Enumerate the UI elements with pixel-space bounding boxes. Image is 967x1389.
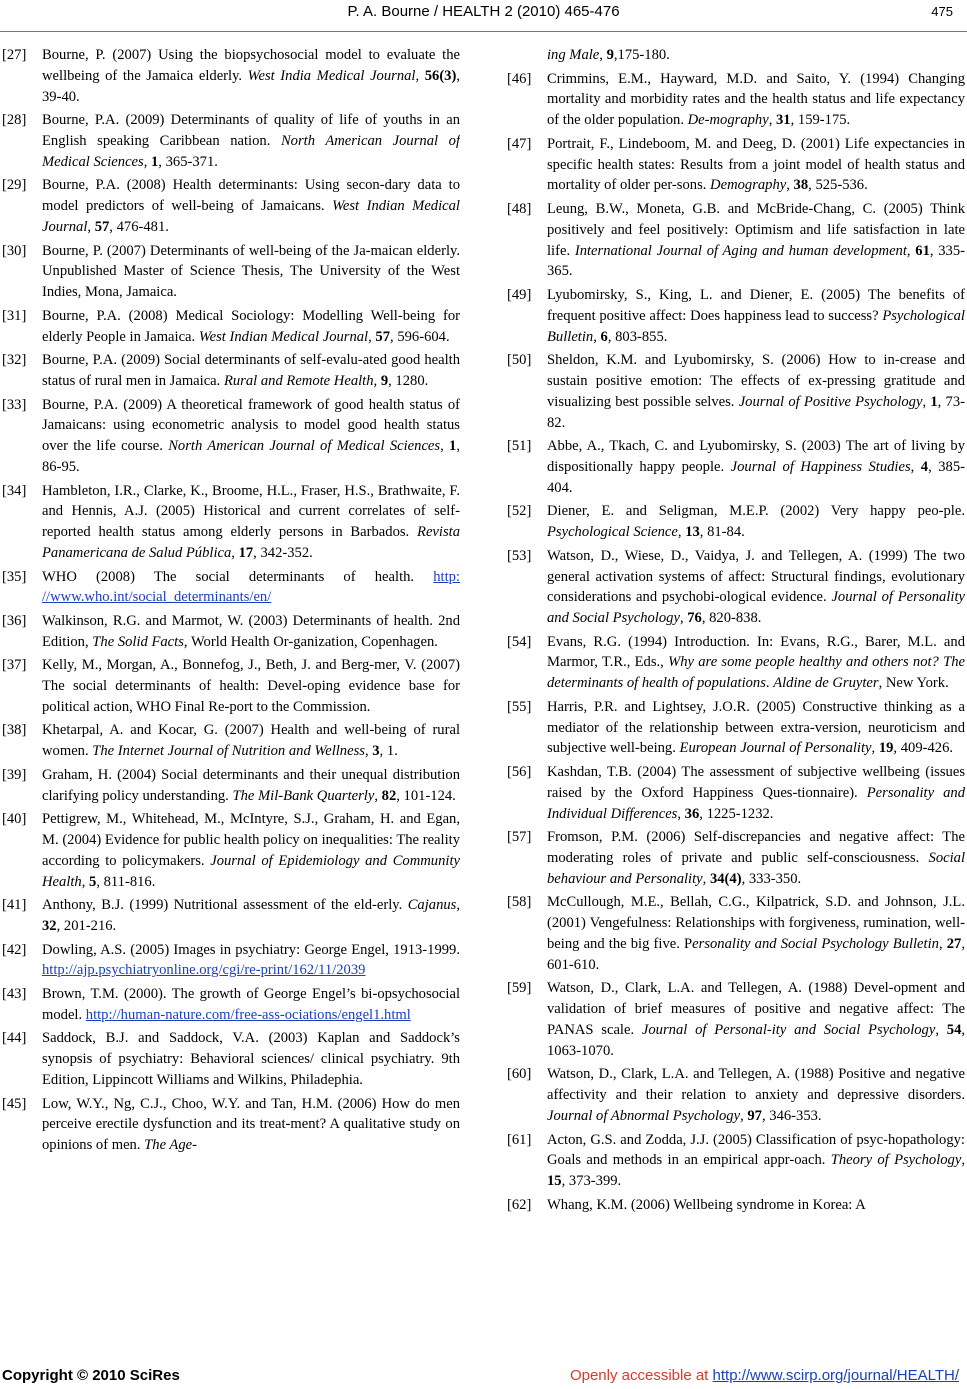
reference-entry bbox=[507, 546, 965, 629]
reference-entry bbox=[507, 285, 965, 347]
reference-text: Abbe, A., Tkach, C. and Lyubomirsky, S. (2003) The art of living by dispositionally happy people. bbox=[547, 438, 965, 475]
reference-text: , bbox=[87, 218, 95, 235]
reference-entry bbox=[507, 827, 965, 889]
reference-journal-title: Social behaviour and Personality bbox=[547, 850, 965, 887]
reference-text: . bbox=[765, 675, 774, 692]
reference-journal-title: North American Journal of Medical Sciences bbox=[168, 438, 441, 455]
reference-journal-title: The Mil-Bank Quarterly bbox=[232, 787, 375, 804]
reference-text: Leung, B.W., Moneta, G.B. and McBride-Chang, C. (2005) Think positively and feel positively: Optimism and life satisfaction in late life. bbox=[547, 200, 965, 259]
reference-entry bbox=[507, 69, 965, 131]
reference-entry bbox=[2, 809, 460, 892]
reference-text: , 596-604. bbox=[390, 328, 450, 345]
reference-text: Portrait, F., Lindeboom, M. and Deeg, D. (2001) Life expectancies in specific health states: Results from a joint model of health status and mortality of older per-sons. bbox=[547, 135, 965, 194]
reference-number: [49] bbox=[507, 286, 532, 303]
reference-entry bbox=[2, 175, 460, 237]
reference-text: , bbox=[81, 873, 90, 890]
reference-number: [28] bbox=[2, 112, 27, 129]
reference-text: Khetarpal, A. and Kocar, G. (2007) Health and well-being of rural women. bbox=[42, 722, 460, 760]
reference-text: Bourne, P.A. (2009) Social determinants of self-evalu-ated good health status of rural men in Jamaica. bbox=[42, 352, 460, 389]
reference-text: , bbox=[906, 242, 916, 259]
reference-text: Sheldon, K.M. and Lyubomirsky, S. (2006) How to in-crease and sustain positive emotion: The effects of ex-pressing gratitude and visualizing best possible selves. bbox=[547, 352, 965, 410]
reference-number: [32] bbox=[2, 352, 27, 369]
reference-entry bbox=[2, 241, 460, 303]
reference-entry bbox=[2, 765, 460, 807]
reference-journal-title: Rural and Remote Health bbox=[223, 372, 374, 389]
reference-text: , 1225-1232. bbox=[699, 805, 774, 822]
reference-text: Diener, E. and Seligman, M.E.P. (2002) Very happy peo-ple. bbox=[547, 503, 965, 520]
reference-text: , bbox=[593, 328, 601, 345]
reference-volume: 61 bbox=[915, 242, 930, 259]
reference-entry bbox=[2, 1094, 460, 1156]
reference-journal-title: West Indian Medical Journal bbox=[42, 198, 460, 235]
reference-volume: 6 bbox=[600, 328, 608, 345]
reference-text: WHO (2008) The social determinants of health. bbox=[42, 568, 434, 585]
reference-entry bbox=[2, 306, 460, 348]
reference-entry bbox=[507, 632, 965, 694]
reference-journal-title: Psychological Science bbox=[547, 524, 678, 541]
reference-number: [34] bbox=[2, 482, 27, 499]
reference-journal-title: Journal of Epidemiology and Community Health bbox=[42, 852, 460, 890]
reference-text: , bbox=[143, 153, 151, 170]
reference-volume: 4 bbox=[920, 458, 929, 475]
reference-journal-title: Personality and Individual Differences bbox=[547, 784, 965, 822]
reference-journal-title: ing Male bbox=[547, 47, 600, 63]
reference-journal-title: North American Journal of Medical Sciences bbox=[42, 132, 460, 170]
reference-journal-title: Journal of Personal-ity and Social Psychology bbox=[641, 1022, 936, 1039]
reference-journal-title: West India Medical Journal bbox=[247, 67, 416, 84]
reference-number: [47] bbox=[507, 135, 532, 152]
reference-number: [39] bbox=[2, 766, 27, 783]
reference-text: , 811-816. bbox=[96, 873, 156, 890]
reference-volume: 1 bbox=[930, 393, 938, 410]
reference-entry bbox=[2, 45, 460, 107]
reference-number: [36] bbox=[2, 612, 27, 629]
reference-text: , bbox=[768, 112, 776, 129]
reference-journal-title: Journal of Abnormal Psychology bbox=[547, 1108, 741, 1124]
reference-column-right bbox=[507, 45, 965, 1335]
reference-volume: 57 bbox=[375, 328, 391, 345]
reference-text: Kashdan, T.B. (2004) The assessment of subjective wellbeing (issues raised by the Oxford Happiness Ques-tionnaire). bbox=[547, 764, 965, 801]
reference-text: , 409-426. bbox=[893, 740, 954, 757]
reference-entry bbox=[507, 978, 965, 1061]
reference-number: [54] bbox=[507, 633, 532, 650]
reference-text: , bbox=[677, 805, 685, 822]
reference-text: , 201-216. bbox=[56, 918, 117, 935]
reference-number: [33] bbox=[2, 396, 27, 413]
reference-journal-title: ersonality and Social Psychology Bulletin bbox=[692, 936, 939, 953]
reference-text: Watson, D., Clark, L.A. and Tellegen, A. (1988) Positive and negative affectivity and their relation to anxiety and depressive disorders. bbox=[547, 1066, 965, 1104]
reference-text: , World Health Or-ganization, Copenhagen. bbox=[183, 633, 438, 650]
reference-entry bbox=[2, 940, 460, 982]
reference-entry bbox=[507, 350, 965, 433]
reference-volume: 15 bbox=[547, 1173, 562, 1190]
reference-text: , 1063-1070. bbox=[547, 1022, 965, 1059]
reference-text: , bbox=[374, 787, 382, 804]
reference-entry bbox=[2, 984, 460, 1026]
reference-volume: 54 bbox=[946, 1022, 962, 1039]
reference-entry bbox=[2, 895, 460, 937]
reference-entry bbox=[2, 611, 460, 653]
copyright-notice: Copyright © 2010 SciRes bbox=[2, 1367, 180, 1384]
reference-text: , bbox=[599, 47, 607, 63]
reference-journal-title: Journal of Happiness Studies bbox=[730, 458, 911, 475]
reference-text: Watson, D., Clark, L.A. and Tellegen, A. (1988) Devel-opment and validation of brief measures of positive and negative affect: The PANAS scale. bbox=[547, 980, 965, 1039]
reference-text: , bbox=[740, 1108, 748, 1124]
reference-text: , 86-95. bbox=[42, 438, 460, 475]
reference-number: [62] bbox=[507, 1196, 532, 1213]
reference-volume: 27 bbox=[946, 936, 962, 953]
reference-link[interactable]: http://ajp.psychiatryonline.org/cgi/re-print/162/11/2039 bbox=[42, 962, 366, 979]
reference-journal-title: Journal of Positive Psychology bbox=[738, 393, 923, 410]
reference-number: [41] bbox=[2, 897, 27, 914]
reference-journal-title: The Age- bbox=[144, 1137, 197, 1154]
reference-text: Fromson, P.M. (2006) Self-discrepancies and negative affect: The moderating roles of private and public self-consciousness. bbox=[547, 829, 965, 867]
reference-number: [42] bbox=[2, 941, 27, 958]
reference-entry bbox=[507, 762, 965, 824]
reference-number: [43] bbox=[2, 986, 27, 1003]
journal-link[interactable]: http://www.scirp.org/journal/HEALTH/ bbox=[712, 1367, 959, 1384]
reference-entry bbox=[507, 501, 965, 543]
reference-text: Hambleton, I.R., Clarke, K., Broome, H.L., Fraser, H.S., Brathwaite, F. and Hennis, A.J. (2005) Historical and current correlates of self-reported health status among elderly persons in Barbados. bbox=[42, 482, 460, 541]
reference-volume: 13 bbox=[685, 524, 700, 541]
reference-volume: 36 bbox=[684, 805, 700, 822]
reference-number: [35] bbox=[2, 568, 27, 585]
reference-text: Brown, T.M. (2000). The growth of George Engel’s bi-opsychosocial model. bbox=[42, 986, 460, 1023]
reference-text: , 73-82. bbox=[547, 393, 965, 431]
reference-volume: 9 bbox=[606, 47, 614, 63]
reference-volume: 57 bbox=[94, 218, 110, 235]
reference-entry bbox=[2, 655, 460, 717]
reference-text: Bourne, P.A. (2009) A theoretical framework of good health status of Jamaicans: using econometric analysis to model good health status over the life course. bbox=[42, 396, 460, 455]
reference-text: , New York. bbox=[878, 675, 949, 692]
reference-text: , 803-855. bbox=[607, 328, 668, 345]
reference-text: , bbox=[456, 897, 460, 914]
reference-text: Walkinson, R.G. and Marmot, W. (2003) Determinants of health. 2nd Edition, bbox=[42, 612, 460, 650]
reference-column-left bbox=[2, 45, 460, 1335]
reference-entry bbox=[507, 45, 965, 66]
reference-text: , 333-350. bbox=[741, 870, 802, 887]
reference-number: [52] bbox=[507, 503, 532, 520]
reference-journal-title: West Indian Medical Journal bbox=[198, 328, 369, 345]
reference-number: [48] bbox=[507, 200, 532, 217]
reference-journal-title: Revista Panamericana de Salud Pública bbox=[42, 524, 460, 561]
reference-text: , 101-124. bbox=[396, 787, 456, 804]
reference-number: [53] bbox=[507, 547, 532, 564]
reference-journal-title: Journal of Personality and Social Psychology bbox=[547, 589, 965, 627]
reference-number: [44] bbox=[2, 1030, 27, 1047]
reference-text: Pettigrew, M., Whitehead, M., McIntyre, S.J., Graham, H. and Egan, M. (2004) Evidence for public health policy on inequalities: The reality according to policymakers. bbox=[42, 811, 460, 869]
reference-text: , bbox=[938, 936, 947, 953]
reference-volume: 19 bbox=[878, 740, 894, 757]
reference-text: Evans, R.G. (1994) Introduction. In: Evans, R.G., Barer, M.L. and Marmor, T.R., Eds., bbox=[547, 633, 965, 671]
reference-volume: 38 bbox=[793, 177, 809, 194]
reference-text: , 335-365. bbox=[547, 242, 965, 280]
reference-number: [31] bbox=[2, 307, 27, 324]
reference-number: [55] bbox=[507, 698, 532, 715]
reference-text: , 342-352. bbox=[253, 544, 313, 561]
reference-entry bbox=[2, 110, 460, 172]
reference-link[interactable]: http: //www.who.int/social_determinants/en/ bbox=[42, 568, 460, 606]
reference-text: Harris, P.R. and Lightsey, J.O.R. (2005) Constructive thinking as a mediator of the relationship between extra-version, neuroticism and subjective well-being. bbox=[547, 698, 965, 757]
reference-text: , bbox=[871, 740, 879, 757]
reference-text: ,175-180. bbox=[613, 47, 670, 63]
reference-entry bbox=[2, 567, 460, 609]
reference-entry bbox=[2, 350, 460, 392]
reference-entry bbox=[507, 134, 965, 196]
reference-text: , bbox=[679, 610, 688, 627]
reference-text: Bourne, P.A. (2009) Determinants of quality of life of youths in an English speaking Caribbean nation. bbox=[42, 112, 460, 149]
reference-entry bbox=[507, 892, 965, 975]
reference-entry bbox=[507, 199, 965, 282]
reference-text: , bbox=[935, 1022, 947, 1039]
reference-text: Watson, D., Wiese, D., Vaidya, J. and Tellegen, A. (1999) The two general activation systems of affect: Structural findings, evolutionary considerations and psychobi-ological evidence. bbox=[547, 547, 965, 606]
reference-text: , 373-399. bbox=[561, 1173, 622, 1190]
reference-volume: 9 bbox=[380, 372, 389, 389]
reference-text: , bbox=[231, 544, 239, 561]
reference-text: Lyubomirsky, S., King, L. and Diener, E. (2005) The benefits of frequent positive affect: Does happiness lead to success? bbox=[547, 286, 965, 324]
reference-text: , 81-84. bbox=[699, 524, 745, 541]
reference-text: , 476-481. bbox=[109, 218, 169, 235]
reference-text: , 365-371. bbox=[158, 153, 218, 170]
reference-volume: 32 bbox=[42, 918, 57, 935]
reference-number: [51] bbox=[507, 438, 532, 455]
reference-text: , 820-838. bbox=[701, 610, 762, 627]
reference-entry bbox=[2, 481, 460, 564]
reference-number: [38] bbox=[2, 722, 27, 739]
reference-entry bbox=[507, 1064, 965, 1126]
reference-text: , bbox=[910, 458, 921, 475]
reference-journal-title: Aldine de Gruyter bbox=[773, 675, 879, 692]
reference-journal-title: Why are some people healthy and others not? The determinants of health of populations bbox=[547, 654, 965, 692]
reference-entry bbox=[507, 1130, 965, 1192]
reference-number: [30] bbox=[2, 242, 27, 259]
reference-journal-title: Psychological Bulletin bbox=[547, 307, 965, 345]
reference-volume: 97 bbox=[747, 1108, 762, 1124]
reference-text: Bourne, P.A. (2008) Health determinants: Using secon-dary data to model predictors of well-being of Jamaicans. bbox=[42, 177, 460, 215]
reference-text: , bbox=[368, 328, 376, 345]
reference-volume: 56(3) bbox=[424, 67, 457, 84]
reference-entry bbox=[2, 1028, 460, 1090]
reference-journal-title: Demography bbox=[710, 177, 787, 194]
reference-volume: 1 bbox=[151, 153, 159, 170]
reference-text: , bbox=[415, 67, 425, 84]
reference-text: , bbox=[786, 177, 794, 194]
reference-link[interactable]: http://human-nature.com/free-ass-ociations/engel1.html bbox=[85, 1006, 411, 1023]
reference-volume: 1 bbox=[449, 438, 457, 455]
reference-text: , bbox=[961, 1152, 965, 1169]
reference-text: , 525-536. bbox=[808, 177, 868, 194]
reference-entry bbox=[507, 436, 965, 498]
reference-text: Dowling, A.S. (2005) Images in psychiatry: George Engel, 1913-1999. bbox=[42, 941, 460, 958]
reference-entry bbox=[507, 697, 965, 759]
reference-journal-title: European Journal of Personality bbox=[679, 740, 872, 757]
reference-volume: 34(4) bbox=[709, 870, 742, 887]
reference-text: , bbox=[702, 870, 710, 887]
reference-journal-title: The Solid Facts bbox=[92, 633, 184, 650]
reference-text: , bbox=[440, 438, 450, 455]
reference-text: Graham, H. (2004) Social determinants and their unequal distribution clarifying policy understanding. bbox=[42, 766, 460, 804]
reference-text: McCullough, M.E., Bellah, C.G., Kilpatrick, S.D. and Johnson, J.L. (2001) Vengefulness: Relationships with forgiveness, rumination, well-being and the big five. P bbox=[547, 894, 965, 953]
reference-text: , bbox=[373, 372, 381, 389]
reference-number: [46] bbox=[507, 70, 532, 87]
reference-text: Crimmins, E.M., Hayward, M.D. and Saito, Y. (1994) Changing mortality and morbidity rates and the health status and life expectancy of the older population. bbox=[547, 70, 965, 129]
reference-text: , 346-353. bbox=[761, 1108, 822, 1124]
reference-text: Bourne, P. (2007) Determinants of well-being of the Ja-maican elderly. Unpublished Master of Science Thesis, The University of the West Indies, Mona, Jamaica. bbox=[42, 242, 460, 301]
reference-entry bbox=[2, 395, 460, 478]
reference-volume: 3 bbox=[372, 743, 380, 760]
reference-journal-title: De-mography bbox=[687, 112, 769, 129]
reference-text: , 601-610. bbox=[547, 936, 965, 973]
reference-number: [40] bbox=[2, 811, 27, 828]
reference-text: Anthony, B.J. (1999) Nutritional assessment of the eld-erly. bbox=[42, 897, 408, 914]
reference-text: Acton, G.S. and Zodda, J.J. (2005) Classification of psyc-hopathology: Goals and methods in an empirical appr-oach. bbox=[547, 1131, 965, 1169]
reference-number: [58] bbox=[507, 894, 532, 911]
reference-text: Bourne, P. (2007) Using the biopsychosocial model to evaluate the wellbeing of the Jamaica elderly. bbox=[42, 47, 460, 84]
reference-journal-title: International Journal of Aging and human development bbox=[574, 242, 907, 259]
reference-text: Kelly, M., Morgan, A., Bonnefog, J., Beth, J. and Berg-mer, V. (2007) The social determinants of health: Devel-oping evidence base for political action, WHO Final Re-port to the Commission. bbox=[42, 657, 460, 715]
reference-text: Low, W.Y., Ng, C.J., Choo, W.Y. and Tan, H.M. (2006) How do men perceive erectile dysfunction and its treat-ment? A qualitative study on opinions of men. bbox=[42, 1095, 460, 1154]
reference-text: , 159-175. bbox=[790, 112, 851, 129]
reference-text: Bourne, P.A. (2008) Medical Sociology: Modelling Well-being for elderly People in Jamaica. bbox=[42, 307, 460, 345]
reference-volume: 17 bbox=[238, 544, 254, 561]
reference-text: , 1. bbox=[379, 743, 398, 760]
header-rule bbox=[0, 31, 967, 32]
reference-text: Whang, K.M. (2006) Wellbeing syndrome in Korea: A bbox=[547, 1196, 866, 1213]
running-header: P. A. Bourne / HEALTH 2 (2010) 465-476 bbox=[347, 3, 620, 20]
reference-number: [37] bbox=[2, 657, 27, 674]
reference-text: , bbox=[677, 524, 686, 541]
reference-volume: 5 bbox=[89, 873, 97, 890]
reference-journal-title: Theory of Psychology bbox=[830, 1152, 962, 1169]
reference-volume: 82 bbox=[381, 787, 397, 804]
reference-number: [61] bbox=[507, 1131, 532, 1148]
reference-volume: 31 bbox=[776, 112, 791, 129]
reference-number: [57] bbox=[507, 829, 532, 846]
reference-entry bbox=[507, 1195, 965, 1216]
access-label: Openly accessible at bbox=[569, 1367, 713, 1384]
reference-number: [45] bbox=[2, 1095, 27, 1112]
reference-number: [50] bbox=[507, 352, 532, 369]
reference-text: , bbox=[364, 743, 373, 760]
reference-text: , 385-404. bbox=[547, 458, 965, 496]
reference-number: [56] bbox=[507, 764, 532, 781]
reference-text: Saddock, B.J. and Saddock, V.A. (2003) Kaplan and Saddock’s synopsis of psychiatry: Behavioral sciences/ clinical psychiatry. 9th Edition, Lippincott Williams and Wilkins, Philadephia. bbox=[42, 1030, 460, 1088]
reference-text: , bbox=[922, 393, 931, 410]
reference-journal-title: The Internet Journal of Nutrition and Wellness bbox=[92, 743, 365, 760]
reference-number: [27] bbox=[2, 47, 27, 63]
reference-text: , 39-40. bbox=[42, 67, 460, 105]
reference-journal-title: Cajanus bbox=[407, 897, 457, 914]
reference-text: , 1280. bbox=[388, 372, 429, 389]
reference-number: [60] bbox=[507, 1066, 532, 1083]
reference-entry bbox=[2, 720, 460, 762]
page-number: 475 bbox=[931, 4, 953, 19]
reference-volume: 76 bbox=[687, 610, 702, 627]
reference-number: [29] bbox=[2, 177, 27, 194]
reference-number: [59] bbox=[507, 980, 532, 997]
access-notice bbox=[570, 1366, 959, 1386]
